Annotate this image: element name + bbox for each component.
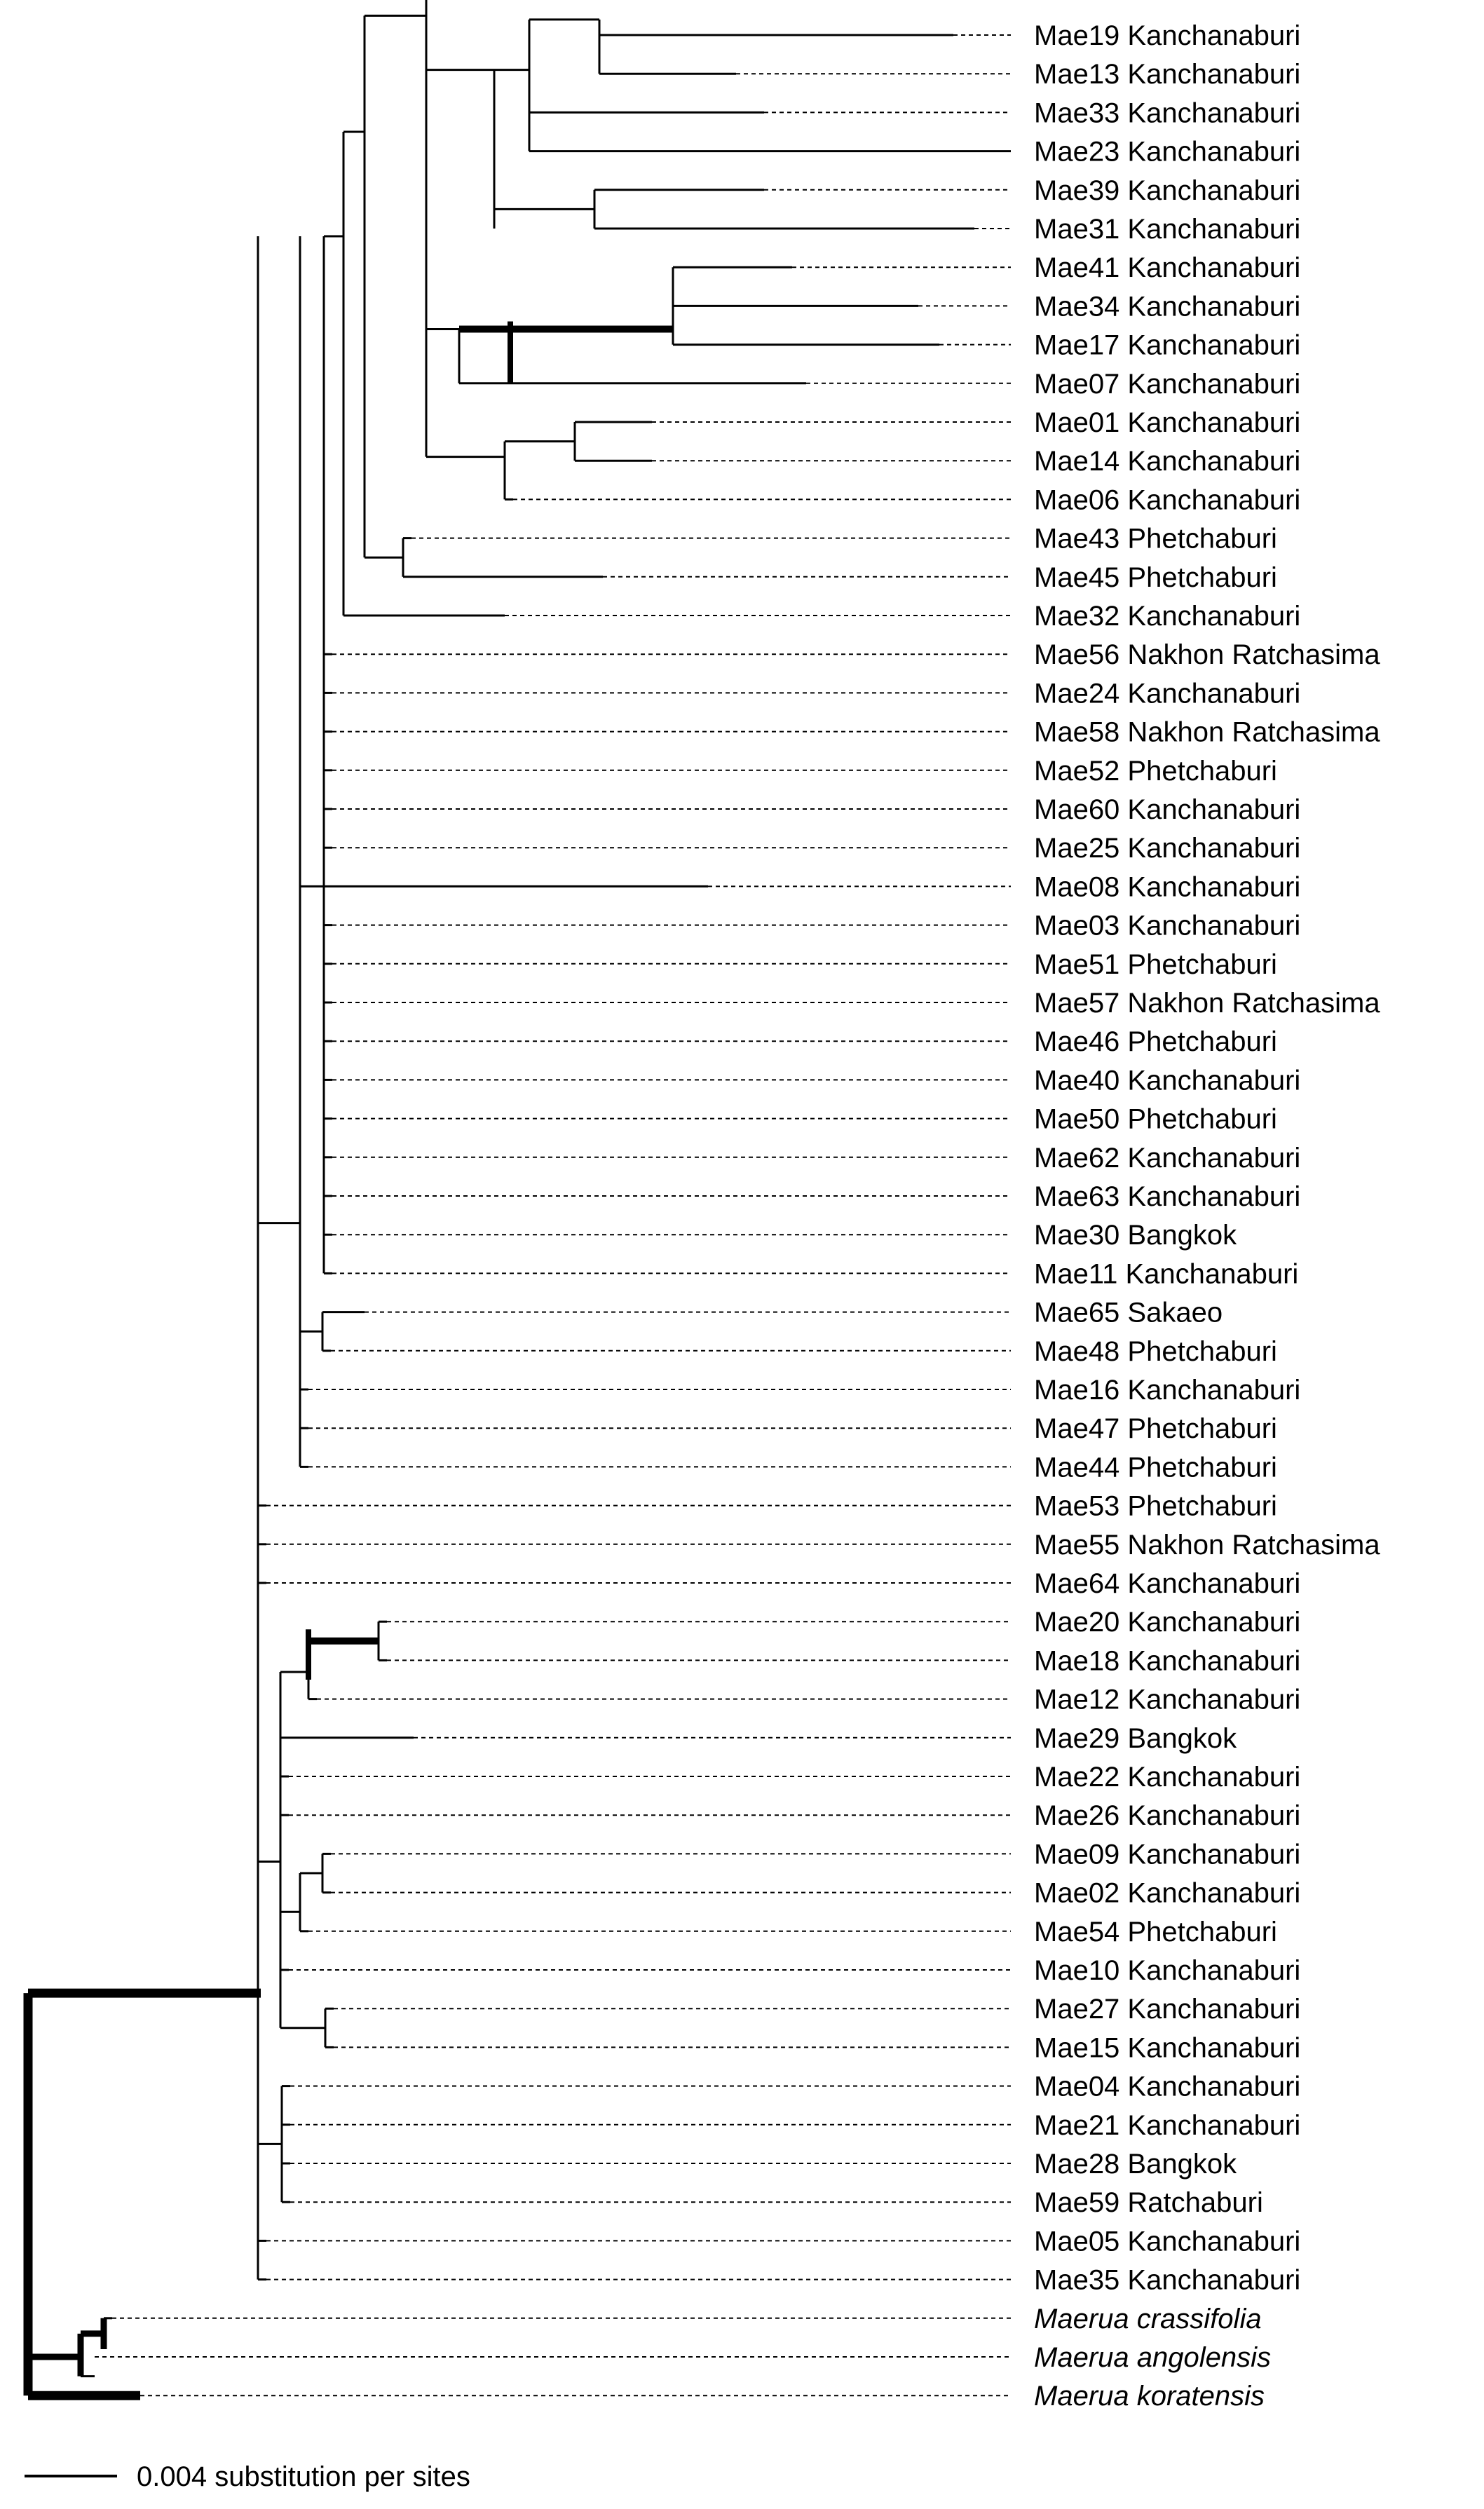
- tip-label-35: Mae16 Kanchanaburi: [1034, 1375, 1301, 1406]
- scale-bar-label: 0.004 substitution per sites: [137, 2461, 470, 2492]
- tip-label-44: Mae29 Bangkok: [1034, 1722, 1237, 1754]
- tip-label-0: Mae19 Kanchanaburi: [1034, 20, 1301, 51]
- tip-label-28: Mae50 Phetchaburi: [1034, 1103, 1277, 1135]
- tip-label-17: Mae24 Kanchanaburi: [1034, 678, 1301, 709]
- tip-label-48: Mae02 Kanchanaburi: [1034, 1877, 1301, 1909]
- tip-label-29: Mae62 Kanchanaburi: [1034, 1142, 1301, 1174]
- tip-label-18: Mae58 Nakhon Ratchasima: [1034, 716, 1380, 748]
- tip-label-25: Mae57 Nakhon Ratchasima: [1034, 988, 1380, 1019]
- tip-label-32: Mae11 Kanchanaburi: [1034, 1258, 1299, 1290]
- tip-label-46: Mae26 Kanchanaburi: [1034, 1800, 1301, 1832]
- tip-label-7: Mae34 Kanchanaburi: [1034, 291, 1301, 322]
- tip-label-3: Mae23 Kanchanaburi: [1034, 136, 1301, 168]
- tip-label-37: Mae44 Phetchaburi: [1034, 1452, 1277, 1483]
- tip-label-54: Mae21 Kanchanaburi: [1034, 2109, 1301, 2141]
- tip-label-30: Mae63 Kanchanaburi: [1034, 1181, 1301, 1212]
- tip-label-33: Mae65 Sakaeo: [1034, 1297, 1223, 1328]
- tip-label-45: Mae22 Kanchanaburi: [1034, 1762, 1301, 1793]
- tip-labels: [1034, 20, 1380, 2412]
- tip-label-60: Maerua angolensis: [1034, 2342, 1271, 2373]
- tip-label-6: Mae41 Kanchanaburi: [1034, 252, 1301, 284]
- tip-label-10: Mae01 Kanchanaburi: [1034, 407, 1301, 438]
- tree-branches: [28, 0, 1011, 2395]
- tip-label-51: Mae27 Kanchanaburi: [1034, 1994, 1301, 2025]
- tip-label-41: Mae20 Kanchanaburi: [1034, 1607, 1301, 1638]
- tip-label-20: Mae60 Kanchanaburi: [1034, 794, 1301, 825]
- tip-label-36: Mae47 Phetchaburi: [1034, 1413, 1277, 1445]
- tip-label-50: Mae10 Kanchanaburi: [1034, 1955, 1301, 1986]
- tip-label-42: Mae18 Kanchanaburi: [1034, 1645, 1301, 1677]
- tip-label-12: Mae06 Kanchanaburi: [1034, 484, 1301, 516]
- tip-label-13: Mae43 Phetchaburi: [1034, 523, 1277, 555]
- tip-label-11: Mae14 Kanchanaburi: [1034, 446, 1301, 477]
- tip-label-57: Mae05 Kanchanaburi: [1034, 2226, 1301, 2257]
- tip-label-21: Mae25 Kanchanaburi: [1034, 833, 1301, 864]
- tip-label-61: Maerua koratensis: [1034, 2381, 1265, 2412]
- tip-label-40: Mae64 Kanchanaburi: [1034, 1568, 1301, 1599]
- tip-label-47: Mae09 Kanchanaburi: [1034, 1839, 1301, 1870]
- tip-label-19: Mae52 Phetchaburi: [1034, 755, 1277, 787]
- tip-label-31: Mae30 Bangkok: [1034, 1220, 1237, 1251]
- tip-label-27: Mae40 Kanchanaburi: [1034, 1065, 1301, 1096]
- tip-label-55: Mae28 Bangkok: [1034, 2149, 1237, 2180]
- tip-label-5: Mae31 Kanchanaburi: [1034, 214, 1301, 245]
- tip-label-1: Mae13 Kanchanaburi: [1034, 59, 1301, 90]
- tip-label-8: Mae17 Kanchanaburi: [1034, 329, 1301, 361]
- scale-bar: [25, 2461, 470, 2492]
- tip-label-34: Mae48 Phetchaburi: [1034, 1335, 1277, 1367]
- tip-label-52: Mae15 Kanchanaburi: [1034, 2032, 1301, 2064]
- tip-label-49: Mae54 Phetchaburi: [1034, 1916, 1277, 1947]
- tip-label-9: Mae07 Kanchanaburi: [1034, 368, 1301, 400]
- tip-label-22: Mae08 Kanchanaburi: [1034, 871, 1301, 903]
- tip-label-56: Mae59 Ratchaburi: [1034, 2187, 1263, 2219]
- tip-label-39: Mae55 Nakhon Ratchasima: [1034, 1529, 1380, 1561]
- tip-label-38: Mae53 Phetchaburi: [1034, 1490, 1277, 1522]
- tip-label-16: Mae56 Nakhon Ratchasima: [1034, 639, 1380, 671]
- tip-label-53: Mae04 Kanchanaburi: [1034, 2071, 1301, 2102]
- tip-label-59: Maerua crassifolia: [1034, 2303, 1262, 2334]
- tip-label-23: Mae03 Kanchanaburi: [1034, 910, 1301, 941]
- tip-label-2: Mae33 Kanchanaburi: [1034, 97, 1301, 129]
- tip-label-4: Mae39 Kanchanaburi: [1034, 175, 1301, 206]
- tip-label-15: Mae32 Kanchanaburi: [1034, 601, 1301, 632]
- tip-label-24: Mae51 Phetchaburi: [1034, 948, 1277, 980]
- tip-label-43: Mae12 Kanchanaburi: [1034, 1684, 1301, 1715]
- tip-label-26: Mae46 Phetchaburi: [1034, 1026, 1277, 1058]
- tip-label-14: Mae45 Phetchaburi: [1034, 562, 1277, 593]
- tip-label-58: Mae35 Kanchanaburi: [1034, 2264, 1301, 2296]
